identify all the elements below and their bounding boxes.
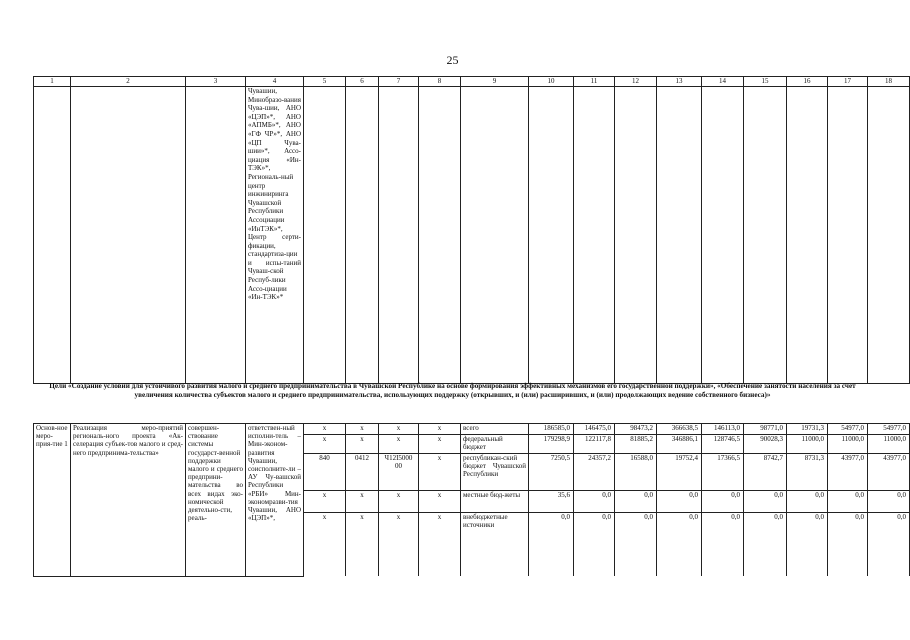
table-cell: 0412 <box>346 454 379 491</box>
value-cell: 35,6 <box>529 491 574 513</box>
event-col3: совершен-ствование системы государст-венной поддержки малого и среднего предприни-мательства во всех видах эко-номической деятельно-сти, реаль- <box>186 424 246 577</box>
header-cell: 3 <box>186 77 246 87</box>
table-cell: x <box>304 435 346 454</box>
value-cell: 90028,3 <box>744 435 787 454</box>
header-cell: 17 <box>828 77 868 87</box>
header-cell: 6 <box>346 77 379 87</box>
table-row <box>34 424 910 435</box>
table-cell: x <box>419 491 461 513</box>
value-cell: 19731,3 <box>787 424 828 435</box>
value-cell: 8742,7 <box>744 454 787 491</box>
value-cell: 0,0 <box>615 513 657 577</box>
executors-cell: Чувашии, Минобразо-вания Чува-шии, АНО «ЦЭП»*, АНО «АПМБ»*, АНО «ГФ ЧР»*, АНО «ЦП Чува-шии»*, Ассо-циация «Ин-ТЭК»*, Региональ-ный центр инжиниринга Чувашской Республики Ассоциации «ИнТЭК»*, Центр серти-фикации, стандартиза-ции и испы-таний Чуваш-ской Респуб-лики Ассо-циации «Ин-ТЭК»* <box>246 87 304 384</box>
funding-source-cell: республикан-ский бюджет Чувашской Республики <box>461 454 529 491</box>
header-row <box>34 77 910 87</box>
event-col4: ответствен-ный исполни-тель – Мин-эконом-развития Чувашии, соисполните-ли – АУ Чу-вашской Республики «РБИ» Мин-экономразви-тия Чувашии, АНО «ЦЭП»*, <box>246 424 304 577</box>
value-cell: 186585,0 <box>529 424 574 435</box>
funding-source-cell: федеральный бюджет <box>461 435 529 454</box>
value-cell: 122117,8 <box>574 435 615 454</box>
funding-source-cell: всего <box>461 424 529 435</box>
header-cell: 16 <box>787 77 828 87</box>
table-cell: x <box>379 435 419 454</box>
table-cell: x <box>419 424 461 435</box>
value-cell: 179298,9 <box>529 435 574 454</box>
value-cell: 11000,0 <box>787 435 828 454</box>
header-cell: 9 <box>461 77 529 87</box>
value-cell: 0,0 <box>828 513 868 577</box>
table-cell: x <box>379 513 419 577</box>
header-cell: 1 <box>34 77 71 87</box>
funding-source-cell: внебюджетные источники <box>461 513 529 577</box>
value-cell: 0,0 <box>744 491 787 513</box>
table-cell: x <box>419 435 461 454</box>
table-cell: 840 <box>304 454 346 491</box>
table-cell: x <box>419 454 461 491</box>
value-cell: 16588,0 <box>615 454 657 491</box>
value-cell: 54977,0 <box>828 424 868 435</box>
value-cell: 0,0 <box>744 513 787 577</box>
value-cell: 0,0 <box>702 513 744 577</box>
value-cell: 0,0 <box>787 513 828 577</box>
value-cell: 0,0 <box>828 491 868 513</box>
continuation-table <box>33 76 910 384</box>
table-cell: x <box>346 491 379 513</box>
header-cell: 12 <box>615 77 657 87</box>
header-cell: 10 <box>529 77 574 87</box>
table-cell: x <box>346 424 379 435</box>
event-table <box>33 423 910 577</box>
table-cell: x <box>379 491 419 513</box>
header-cell: 2 <box>71 77 186 87</box>
value-cell: 43977,0 <box>828 454 868 491</box>
value-cell: 43977,0 <box>868 454 910 491</box>
value-cell: 7250,5 <box>529 454 574 491</box>
value-cell: 0,0 <box>657 491 702 513</box>
value-cell: 0,0 <box>615 491 657 513</box>
value-cell: 346886,1 <box>657 435 702 454</box>
value-cell: 17366,5 <box>702 454 744 491</box>
header-cell: 5 <box>304 77 346 87</box>
table-row <box>34 87 910 384</box>
value-cell: 19752,4 <box>657 454 702 491</box>
header-cell: 8 <box>419 77 461 87</box>
table-cell: x <box>346 435 379 454</box>
header-cell: 7 <box>379 77 419 87</box>
page-number: 25 <box>446 53 459 67</box>
value-cell: 0,0 <box>574 513 615 577</box>
table-cell: x <box>346 513 379 577</box>
goal-heading: Цели «Создание условий для устойчивого развития малого и среднего предпринимательства в Чувашской Республике на основе формирования эффективных механизмов его государственной поддержки», «Обеспечение занятости населения за счет увеличения количества субъектов малого и среднего предпринимательства, использующих поддержку (открывших, и (или) расширивших, и (или) продолжающих ведение собственного бизнеса)» <box>49 382 856 399</box>
value-cell: 11000,0 <box>868 435 910 454</box>
value-cell: 146475,0 <box>574 424 615 435</box>
value-cell: 98473,2 <box>615 424 657 435</box>
value-cell: 0,0 <box>868 513 910 577</box>
table-cell: x <box>419 513 461 577</box>
value-cell: 98771,0 <box>744 424 787 435</box>
value-cell: 0,0 <box>574 491 615 513</box>
header-cell: 14 <box>702 77 744 87</box>
value-cell: 11000,0 <box>828 435 868 454</box>
value-cell: 128746,5 <box>702 435 744 454</box>
value-cell: 0,0 <box>868 491 910 513</box>
value-cell: 0,0 <box>657 513 702 577</box>
table-cell: x <box>379 424 419 435</box>
header-cell: 13 <box>657 77 702 87</box>
value-cell: 146113,0 <box>702 424 744 435</box>
table-cell: x <box>304 491 346 513</box>
header-cell: 4 <box>246 77 304 87</box>
table-cell: x <box>304 513 346 577</box>
value-cell: 54977,0 <box>868 424 910 435</box>
value-cell: 0,0 <box>702 491 744 513</box>
header-cell: 18 <box>868 77 910 87</box>
header-cell: 11 <box>574 77 615 87</box>
value-cell: 24357,2 <box>574 454 615 491</box>
table-cell: x <box>304 424 346 435</box>
funding-source-cell: местные бюд-жеты <box>461 491 529 513</box>
value-cell: 8731,3 <box>787 454 828 491</box>
value-cell: 0,0 <box>787 491 828 513</box>
value-cell: 81885,2 <box>615 435 657 454</box>
table-cell: Ч12I5000 00 <box>379 454 419 491</box>
event-col1: Основ-ное меро-прия-тие 1 <box>34 424 71 577</box>
event-col2: Реализация меро-приятий региональ-ного проекта «Ак-селерация субъек-тов малого и сред-него предпринима-тельства» <box>71 424 186 577</box>
header-cell: 15 <box>744 77 787 87</box>
value-cell: 0,0 <box>529 513 574 577</box>
value-cell: 366638,5 <box>657 424 702 435</box>
